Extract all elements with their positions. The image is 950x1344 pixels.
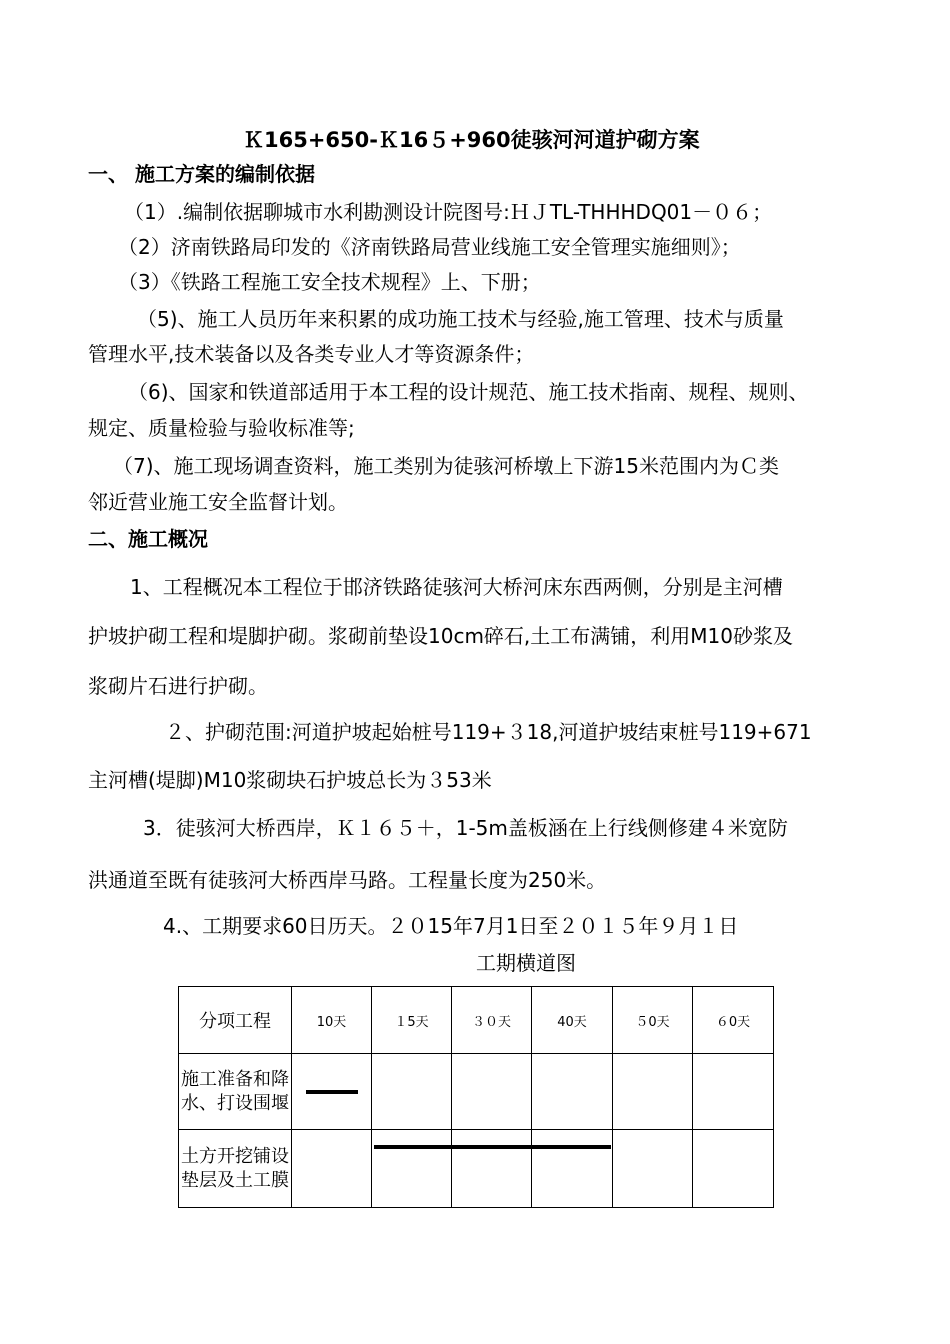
overview-para-2-line2: 主河槽(堤脚)M10浆砌块石护坡总长为３53米 [88, 768, 492, 792]
gantt-header-day: １5天 [372, 987, 452, 1054]
gantt-row [179, 1130, 774, 1208]
overview-para-1-line3: 浆砌片石进行护砌。 [88, 674, 268, 698]
basis-item-6-line1: （6)、国家和铁道部适用于本工程的设计规范、施工技术指南、规程、规则、 [128, 380, 809, 404]
basis-item-6-line2: 规定、质量检验与验收标准等; [88, 416, 355, 440]
gantt-cell [693, 1130, 774, 1208]
document-title: Ｋ165+650-Ｋ16５+960徒骇河河道护砌方案 [243, 128, 700, 152]
gantt-cell [372, 1130, 452, 1208]
gantt-header-task: 分项工程 [179, 987, 292, 1054]
gantt-table [178, 986, 774, 1208]
gantt-header-day: 40天 [532, 987, 613, 1054]
gantt-cell [613, 1054, 693, 1130]
basis-item-7-line2: 邻近营业施工安全监督计划。 [88, 490, 348, 514]
gantt-task-name: 施工准备和降水、打设围堰 [179, 1054, 292, 1130]
gantt-row [179, 1054, 774, 1130]
gantt-cell [693, 1054, 774, 1130]
gantt-task-name: 土方开挖铺设垫层及土工膜 [179, 1130, 292, 1208]
basis-item-7-line1: （7)、施工现场调查资料，施工类别为徒骇河桥墩上下游15米范围内为Ｃ类 [113, 454, 779, 478]
gantt-cell [613, 1130, 693, 1208]
gantt-cell [292, 1130, 372, 1208]
gantt-bar-excavation [374, 1145, 611, 1149]
gantt-cell [532, 1130, 613, 1208]
basis-item-5-line1: （5)、施工人员历年来积累的成功施工技术与经验,施工管理、技术与质量 [137, 307, 784, 331]
section-heading-basis: 一、 施工方案的编制依据 [88, 162, 315, 186]
overview-para-4: 4.、工期要求60日历天。２０15年7月1日至２０１５年９月１日 [163, 914, 739, 938]
gantt-header-row [179, 987, 774, 1054]
overview-para-3-line1: 3．徒骇河大桥西岸，Ｋ１６５＋，1-5m盖板涵在上行线侧修建４米宽防 [143, 816, 788, 840]
gantt-header-day: ５0天 [613, 987, 693, 1054]
gantt-caption: 工期横道图 [476, 951, 576, 975]
basis-item-1: （1）.编制依据聊城市水利勘测设计院图号:ＨＪTL-THHHDQ01－０６； [124, 200, 773, 224]
gantt-cell [452, 1130, 532, 1208]
basis-item-3: （3）《铁路工程施工安全技术规程》上、下册； [118, 270, 541, 294]
overview-para-3-line2: 洪通道至既有徒骇河大桥西岸马路。工程量长度为250米。 [88, 868, 607, 892]
overview-para-2-line1: ２、护砌范围:河道护坡起始桩号119+３18,河道护坡结束桩号119+671 [165, 720, 812, 744]
gantt-bar-prep [306, 1090, 358, 1094]
gantt-header-day: 10天 [292, 987, 372, 1054]
gantt-cell [452, 1054, 532, 1130]
section-heading-overview: 二、施工概况 [88, 527, 208, 551]
overview-para-1-line1: 1、工程概况本工程位于邯济铁路徒骇河大桥河床东西两侧，分别是主河槽 [130, 575, 783, 599]
gantt-cell [532, 1054, 613, 1130]
gantt-cell [372, 1054, 452, 1130]
overview-para-1-line2: 护坡护砌工程和堤脚护砌。浆砌前垫设10cm碎石,土工布满铺，利用M10砂浆及 [88, 624, 793, 648]
gantt-header-day: ３０天 [452, 987, 532, 1054]
basis-item-5-line2: 管理水平,技术装备以及各类专业人才等资源条件； [88, 342, 535, 366]
basis-item-2: （2）济南铁路局印发的《济南铁路局营业线施工安全管理实施细则》； [118, 235, 741, 259]
gantt-header-day: ６0天 [693, 987, 774, 1054]
